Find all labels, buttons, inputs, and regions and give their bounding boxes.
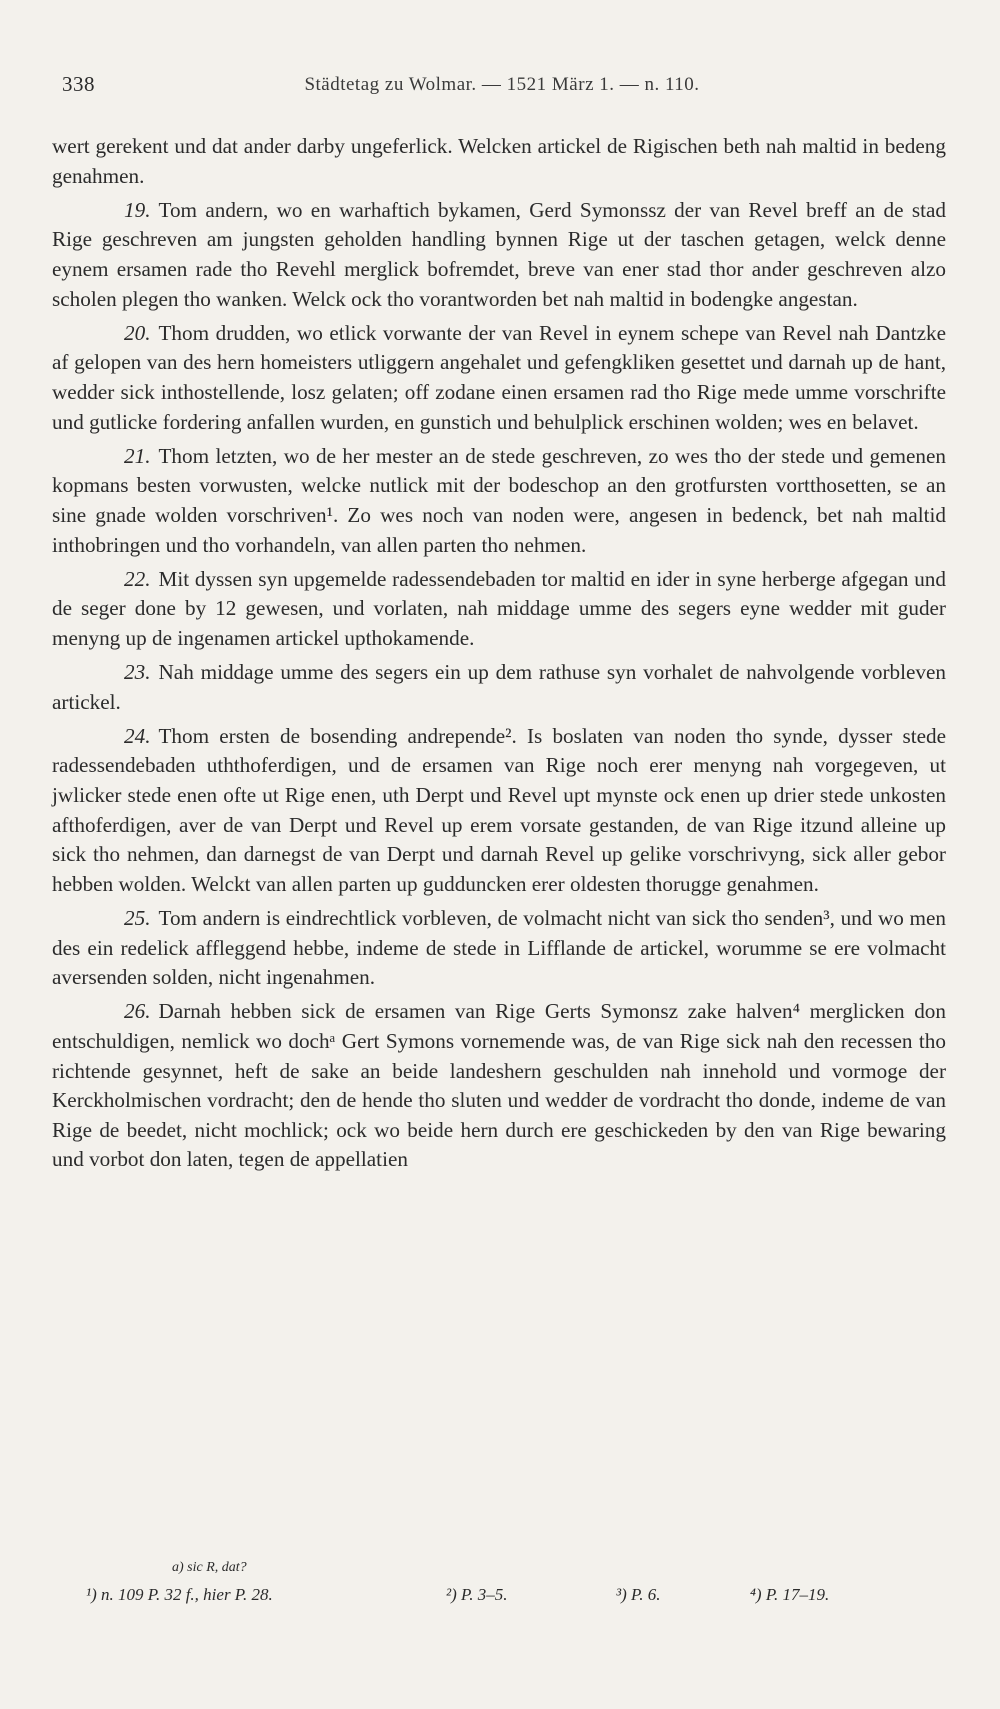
section-number: 26. [124,999,151,1024]
section-number: 23. [124,660,151,685]
page-number: 338 [62,72,95,96]
section-number: 19. [124,197,151,222]
footnote-a: a) sic R, dat? [172,1560,247,1575]
paragraph-24 [52,722,946,900]
footnote-4: ⁴) P. 17–19. [750,1585,830,1604]
paragraph-text: Mit dyssen syn upgemelde radessendebaden tor maltid en ider in syne herberge afgegan und de seger done by 12 gewesen, und vorlaten, nah middage umme des segers eyne wedder mit guder menyng up de ingenamen artickel upthokamende. [52,566,946,650]
body-text [52,132,946,1180]
paragraph-text: Thom ersten de bosending andrepende². Is boslaten van noden tho synde, dysser stede radessendebaden uththoferdigen, und de ersamen van Rige noch erer menyng nah vorgegeven, ut jwlicker stede enen ofte ut Rige enen, uth Derpt und Revel upt mynste ock enen up drier stede unkosten afthoferdigen, aver de van Derpt und Revel up erem vorsate gestanden, de van Rige itzund alleine up sick tho nehmen, dan darnegst de van Derpt und darnah Revel up gelike vorschrivyng, sick aller gebor hebben wolden. Welckt van allen parten up gudduncken erer oldesten thorugge genahmen. [52,723,946,896]
section-number: 22. [124,566,151,591]
section-number: 20. [124,320,151,345]
paragraph-20 [52,319,946,437]
paragraph-25 [52,904,946,993]
running-head: Städtetag zu Wolmar. — 1521 März 1. — n. 110. [304,74,700,95]
paragraph-continuation [52,132,946,191]
paragraph-19 [52,196,946,314]
paragraph-23 [52,658,946,717]
paragraph-text: Tom andern, wo en warhaftich bykamen, Gerd Symonssz der van Revel breff an de stad Rige geschreven am jungsten geholden handling bynnen Rige ut der taschen getagen, welck denne eynem ersamen rade tho Revehl merglick bofremdet, breve van ener stad thor ander geschreven alzo scholen plegen tho wanken. Welck ock tho vorantworden bet nah maltid in bodengke angestan. [52,197,946,311]
paragraph-21 [52,442,946,560]
footnote-2: ²) P. 3–5. [446,1585,508,1604]
footnote-3: ³) P. 6. [616,1585,661,1604]
paragraph-text: wert gerekent und dat ander darby ungeferlick. Welcken artickel de Rigischen beth nah maltid in bedeng genahmen. [52,134,946,188]
paragraph-text: Thom drudden, wo etlick vorwante der van Revel in eynem schepe van Revel nah Dantzke af gelopen van des hern homeisters utliggern angehalet und gefengkliken gesettet und darnah up de hant, wedder sick inthostellende, losz gelaten; off zodane einen ersamen rad tho Rige mede umme vorschrifte und gutlicke fordering anfallen wurden, en gunstich und behulplick erschinen wolden; wes en belavet. [52,320,946,434]
page-header [62,72,942,106]
paragraph-text: Tom andern is eindrechtlick vorbleven, de volmacht nicht van sick tho senden³, und wo men des ein redelick affleggend hebbe, indeme de stede in Lifflande de artickel, worumme se ere volmacht aversenden solden, nicht ingenahmen. [52,906,946,990]
section-number: 24. [124,723,151,748]
paragraph-text: Thom letzten, wo de her mester an de stede geschreven, zo wes tho der stede und gemenen kopmans besten vorwusten, welcke nutlick mit der bodeschop an den grotfursten vortthosetten, se an sine gnade wolden vorschriven¹. Zo wes noch van noden were, angesen in bedenck, bet nah maltid inthobringen und tho vorhandeln, van allen parten tho nehmen. [52,443,946,557]
paragraph-text: Darnah hebben sick de ersamen van Rige Gerts Symonsz zake halven⁴ merglicken don entschuldigen, nemlick wo dochᵃ Gert Symons vornemende was, de van Rige sick nah den recessen tho richtende gesynnet, heft de sake an beide landeshern geschulden nah innehold und vormoge der Kerckholmischen vordracht; den de hende tho sluten und wedder de vordracht tho donde, indeme de van Rige de beedet, nicht mochlick; ock wo beide hern durch ere geschickeden by den van Rige bewaring und vorbot don laten, tegen de appellatien [52,999,946,1172]
paragraph-22 [52,565,946,654]
paragraph-text: Nah middage umme des segers ein up dem rathuse syn vorhalet de nahvolgende vorbleven artickel. [52,660,946,714]
paragraph-26 [52,997,946,1175]
section-number: 21. [124,443,151,468]
section-number: 25. [124,906,151,930]
footnote-1: ¹) n. 109 P. 32 f., hier P. 28. [86,1585,273,1604]
